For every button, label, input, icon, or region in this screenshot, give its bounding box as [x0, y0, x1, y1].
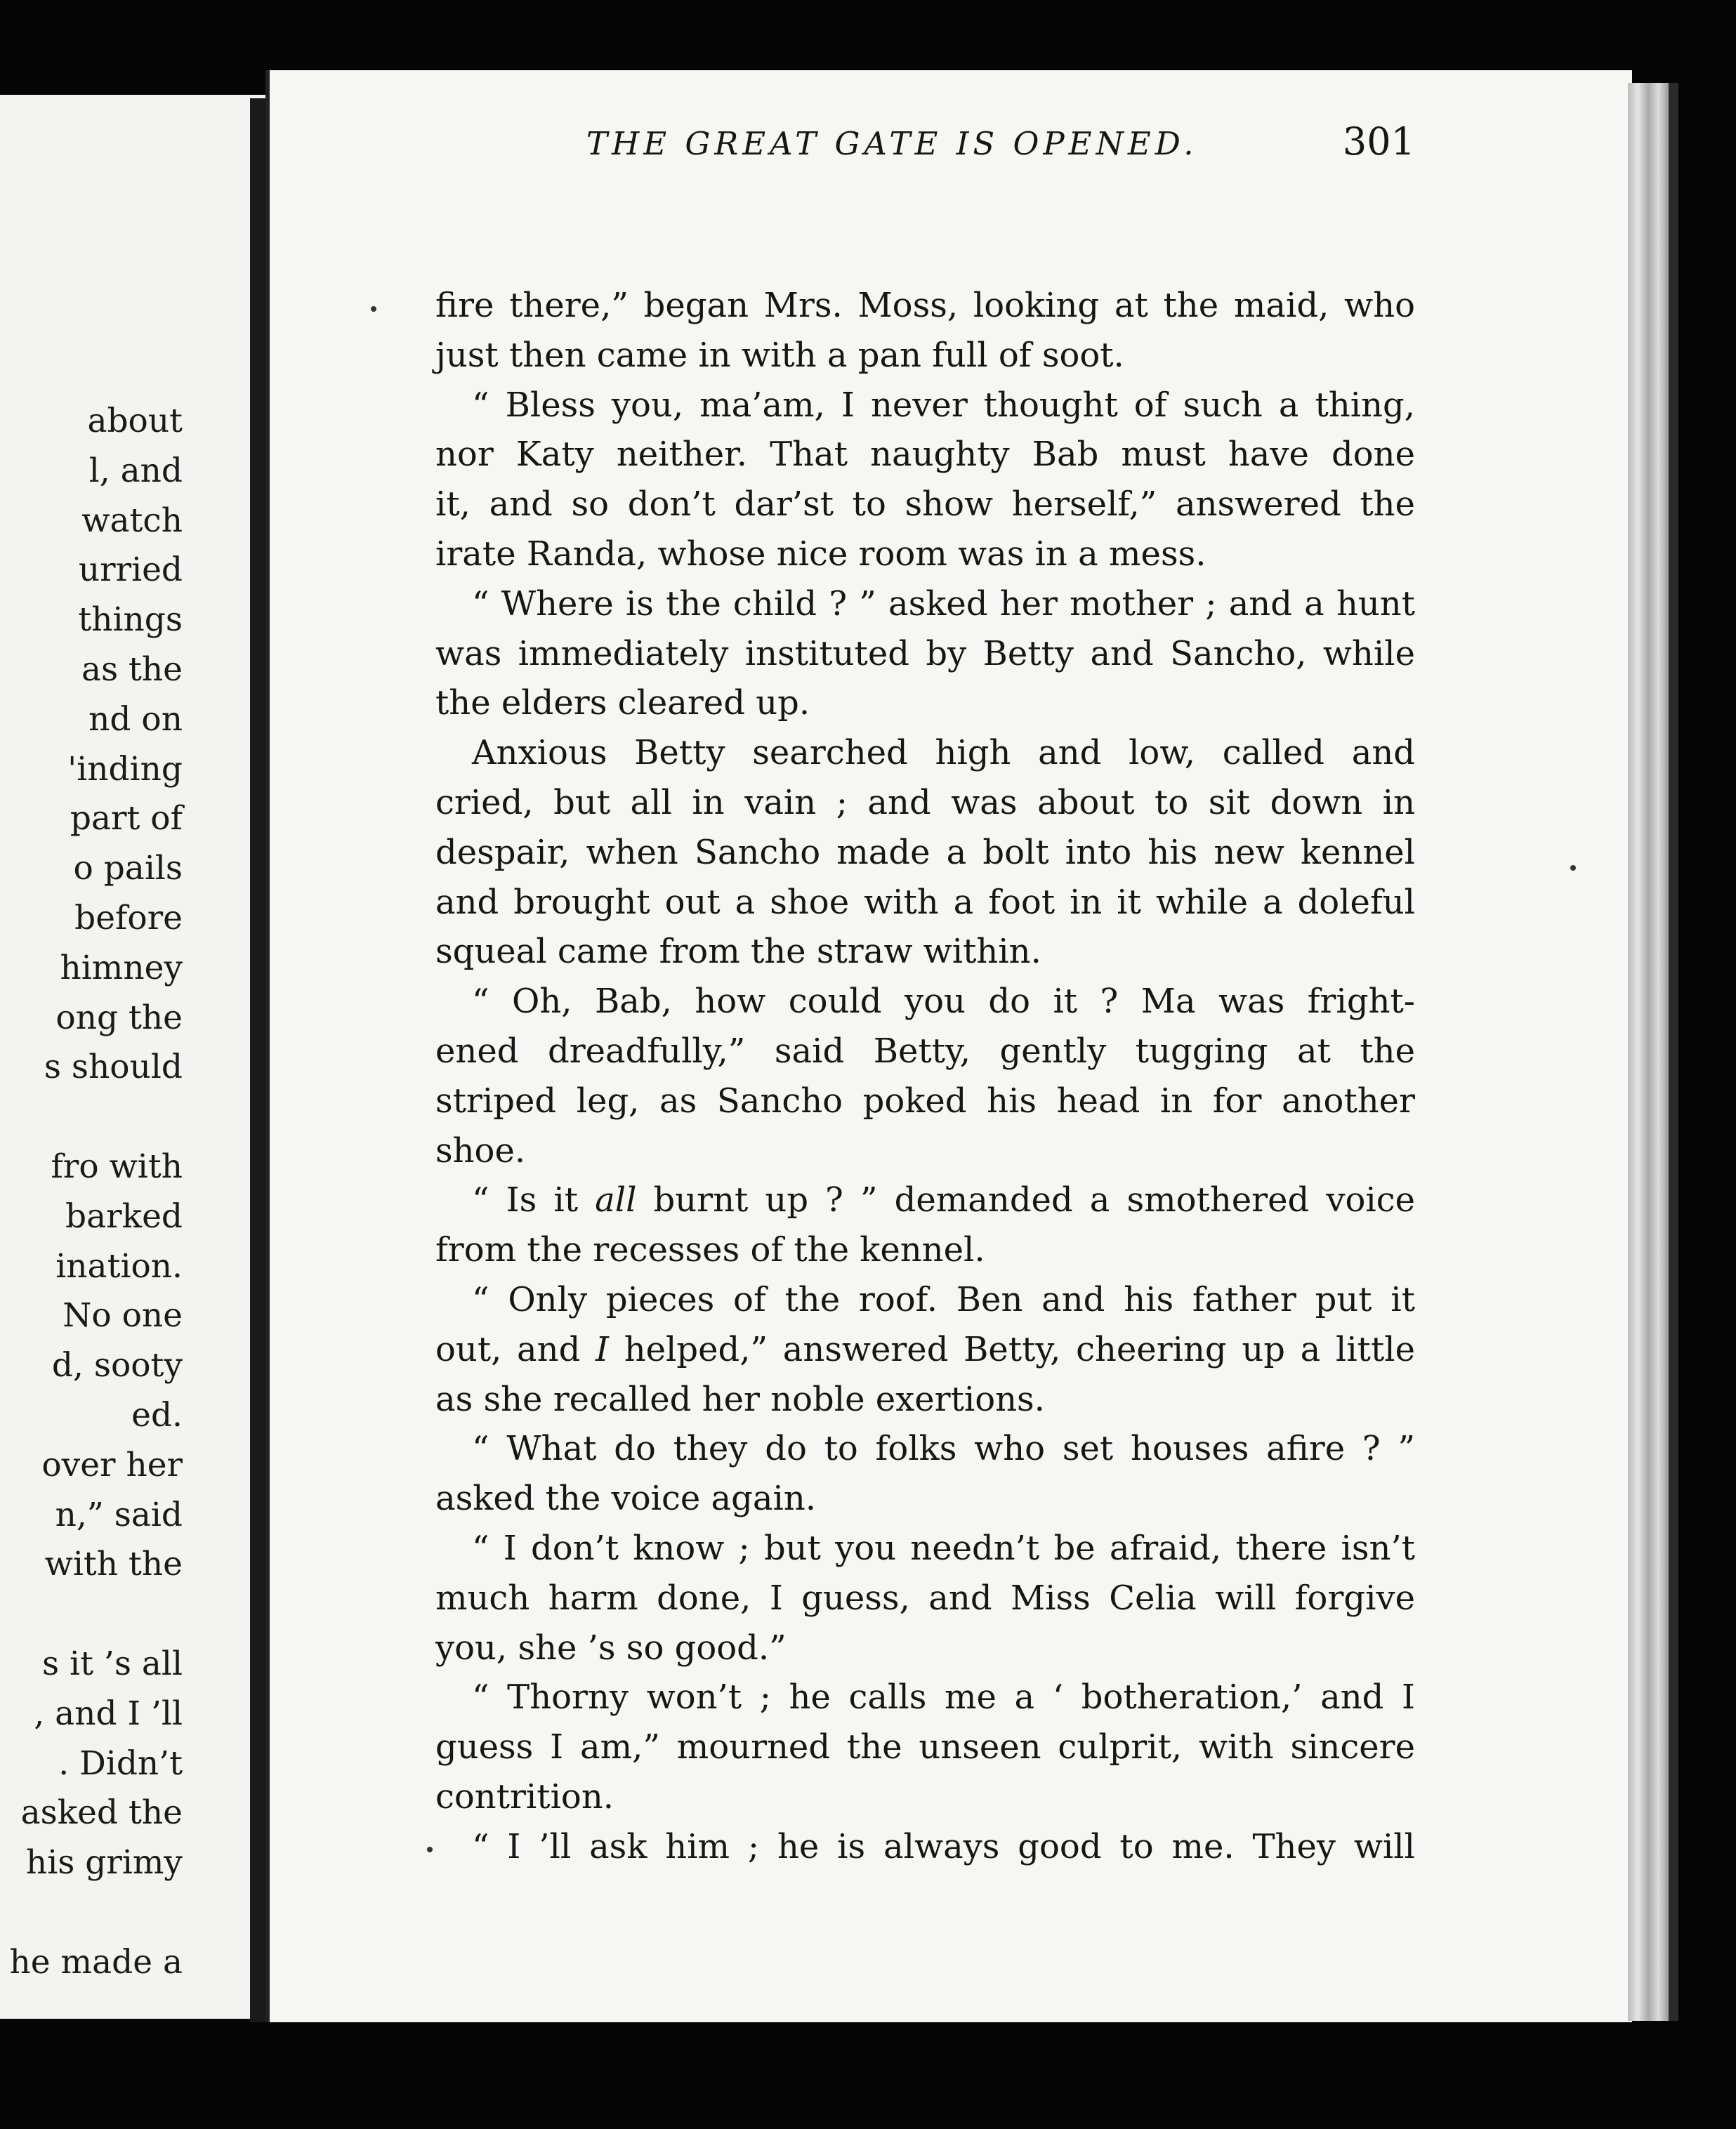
speck-mark — [371, 306, 376, 312]
text-line — [435, 1325, 1415, 1375]
left-line: things — [78, 600, 183, 640]
text-line: the elders cleared up. — [435, 683, 810, 723]
text-run: out, and — [435, 1329, 581, 1369]
left-line: , and I ’ll — [34, 1694, 183, 1733]
left-line: his grimy — [25, 1843, 183, 1883]
text-line: “ Only pieces of the roof. Ben and his father put it — [472, 1279, 1415, 1319]
text-line: much harm done, I guess, and Miss Celia will forgive — [435, 1578, 1415, 1618]
left-line: n,” said — [55, 1495, 183, 1534]
italic-word: I — [596, 1329, 609, 1369]
text-run: helped,” answered Betty, cheering up a little — [624, 1329, 1416, 1369]
left-line: nd on — [88, 699, 183, 739]
italic-word: all — [595, 1180, 637, 1220]
text-line: “ Thorny won’t ; he calls me a ‘ botheration,’ and I — [472, 1678, 1415, 1718]
left-line: barked — [65, 1197, 183, 1236]
left-line: fro with — [51, 1147, 183, 1186]
left-line: d, sooty — [51, 1346, 183, 1385]
left-line: with the — [44, 1545, 183, 1584]
text-line — [435, 1175, 1415, 1225]
text-line: Anxious Betty searched high and low, called and — [472, 733, 1415, 773]
left-line: watch — [81, 501, 183, 540]
text-line: “ I don’t know ; but you needn’t be afraid, there isn’t — [472, 1528, 1415, 1568]
left-line: before — [74, 898, 183, 937]
left-line: l, and — [88, 451, 183, 490]
text-line: “ Where is the child ? ” asked her mother ; and a hunt — [472, 584, 1415, 624]
left-line: No one — [63, 1296, 183, 1336]
left-line: asked the — [20, 1793, 183, 1833]
text-line: “ What do they do to folks who set houses afire ? ” — [472, 1429, 1415, 1469]
text-line: squeal came from the straw within. — [435, 932, 1041, 972]
left-line — [0, 1888, 183, 1938]
left-line — [0, 1590, 183, 1640]
text-line: you, she ’s so good.” — [435, 1628, 787, 1668]
text-line: contrition. — [435, 1777, 614, 1817]
text-line: from the recesses of the kennel. — [435, 1230, 985, 1270]
text-line: asked the voice again. — [435, 1479, 816, 1519]
left-line: about — [87, 402, 183, 440]
page-edge-shadow — [1669, 83, 1678, 2021]
text-line: nor Katy neither. That naughty Bab must have done — [435, 435, 1415, 475]
text-line: despair, when Sancho made a bolt into his new kennel — [435, 832, 1415, 872]
speck-mark — [1570, 865, 1576, 871]
text-line: it, and so don’t dar’st to show herself,” answered the — [435, 485, 1415, 525]
left-line: . Didn’t — [58, 1744, 183, 1783]
text-line: cried, but all in vain ; and was about to sit down in — [435, 782, 1415, 822]
left-line: s should — [44, 1048, 183, 1087]
running-head — [320, 119, 1415, 188]
left-line: he made a — [9, 1942, 183, 1982]
left-line: ination. — [55, 1246, 183, 1286]
text-line: “ Bless you, ma’am, I never thought of such a thing, — [472, 385, 1415, 425]
running-title: THE GREAT GATE IS OPENED. — [586, 125, 1198, 162]
text-run: “ Is it — [472, 1180, 578, 1220]
text-line: guess I am,” mourned the unseen culprit, with sincere — [435, 1727, 1415, 1767]
left-line: o pails — [73, 849, 183, 888]
left-page-text — [0, 397, 183, 1988]
text-line: striped leg, as Sancho poked his head in for another — [435, 1081, 1415, 1121]
text-line: just then came in with a pan full of soot. — [435, 335, 1124, 375]
page-edge — [1628, 83, 1669, 2021]
text-run: burnt up ? ” demanded a smothered voice — [653, 1180, 1415, 1220]
body-text — [435, 281, 1415, 1872]
text-line: irate Randa, whose nice room was in a mess. — [435, 534, 1206, 574]
text-line: and brought out a shoe with a foot in it while a doleful — [435, 882, 1415, 922]
speck-mark — [427, 1847, 433, 1852]
left-line: urried — [78, 551, 183, 590]
left-line: over her — [41, 1445, 183, 1484]
text-line: as she recalled her noble exertions. — [435, 1379, 1045, 1419]
left-line — [0, 1093, 183, 1142]
left-line: 'inding — [67, 749, 183, 789]
left-line: part of — [70, 799, 183, 838]
text-line: “ I ’ll ask him ; he is always good to me. They will — [472, 1826, 1415, 1866]
text-line: was immediately instituted by Betty and Sancho, while — [435, 633, 1415, 673]
text-line: ened dreadfully,” said Betty, gently tugging at the — [435, 1031, 1415, 1071]
text-line: “ Oh, Bab, how could you do it ? Ma was fright- — [472, 982, 1415, 1022]
left-line: ong the — [55, 998, 183, 1037]
text-line: shoe. — [435, 1131, 526, 1171]
page-number: 301 — [1342, 119, 1415, 164]
text-line: fire there,” began Mrs. Moss, looking at the maid, who — [435, 286, 1415, 325]
left-line: himney — [60, 948, 183, 987]
left-line: s it ’s all — [41, 1644, 183, 1683]
left-line: ed. — [131, 1395, 183, 1435]
left-line: as the — [81, 650, 183, 689]
